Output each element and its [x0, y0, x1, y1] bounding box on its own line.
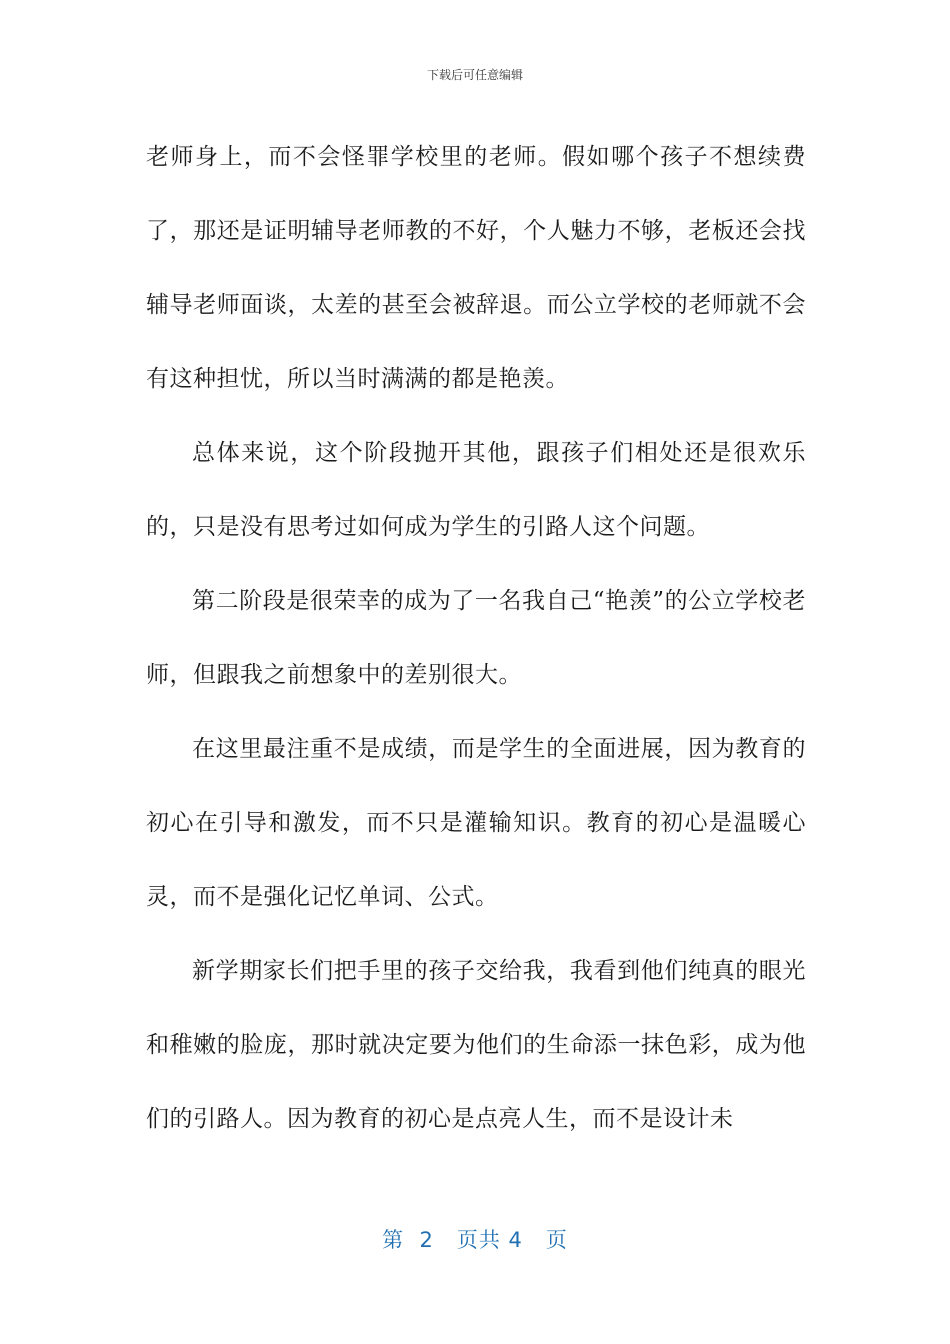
document-body [146, 120, 806, 1156]
paragraph: 第二阶段是很荣幸的成为了一名我自己“艳羡”的公立学校老师，但跟我之前想象中的差别很大。 [146, 588, 806, 688]
paragraph: 总体来说，这个阶段抛开其他，跟孩子们相处还是很欢乐的，只是没有思考过如何成为学生的引路人这个问题。 [146, 440, 806, 540]
paragraph: 新学期家长们把手里的孩子交给我，我看到他们纯真的眼光和稚嫩的脸庞，那时就决定要为他们的生命添一抹色彩，成为他们的引路人。因为教育的初心是点亮人生，而不是设计未 [146, 958, 806, 1132]
page-header-note: 下载后可任意编辑 [426, 68, 523, 82]
paragraph-continuation: 老师身上，而不会怪罪学校里的老师。假如哪个孩子不想续费了，那还是证明辅导老师教的不好，个人魅力不够，老板还会找辅导老师面谈，太差的甚至会被辞退。而公立学校的老师就不会有这种担忧，所以当时满满的都是艳羡。 [146, 144, 806, 392]
paragraph: 在这里最注重不是成绩，而是学生的全面进展，因为教育的初心在引导和激发，而不只是灌输知识。教育的初心是温暖心灵，而不是强化记忆单词、公式。 [146, 736, 806, 910]
page-number-footer: 第 2 页共 4 页 [382, 1228, 568, 1252]
